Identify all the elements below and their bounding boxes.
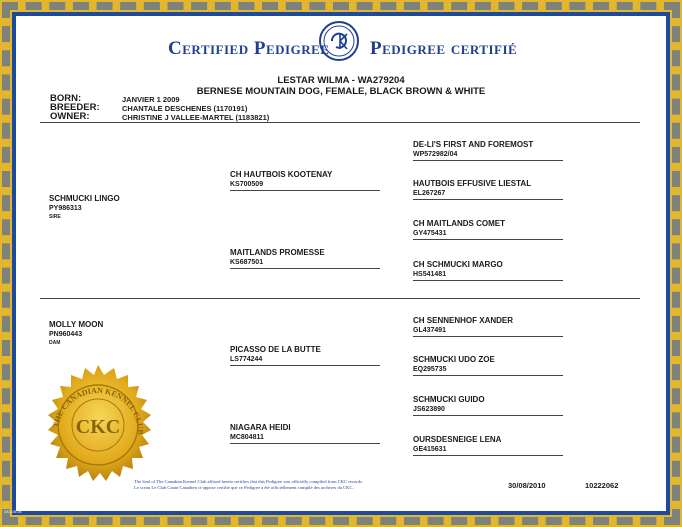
grandparent-reg: KS687501 — [230, 259, 264, 266]
grandparent — [230, 423, 380, 444]
sire-role: SIRE — [49, 214, 61, 220]
breeder-label: BREEDER: — [50, 102, 100, 113]
great-grandparent — [413, 435, 563, 456]
subject-description: BERNESE MOUNTAIN DOG, FEMALE, BLACK BROWN & WHITE — [196, 86, 486, 97]
great-grandparent — [413, 179, 563, 200]
title-english: Certified Pedigree — [168, 38, 330, 59]
subject-name: LESTAR WILMA - WA279204 — [277, 75, 405, 86]
great-grandparent-name: CH SENNENHOF XANDER — [413, 316, 514, 325]
title-french: Pedigree certifié — [370, 38, 518, 59]
divider-middle — [40, 298, 640, 299]
dam-name: MOLLY MOON — [49, 320, 104, 329]
dam-reg: PN960443 — [49, 331, 83, 338]
certificate-content — [4, 18, 664, 514]
divider-top — [40, 122, 640, 123]
great-grandparent-name: CH MAITLANDS COMET — [413, 219, 505, 228]
grandparent-name: NIAGARA HEIDI — [230, 423, 291, 432]
great-grandparent-name: HAUTBOIS EFFUSIVE LIESTAL — [413, 179, 532, 188]
grandparent-name: MAITLANDS PROMESSE — [230, 248, 325, 257]
dam — [49, 320, 103, 346]
seal-monogram: CKC — [75, 416, 121, 438]
great-grandparent-reg: JS623890 — [413, 406, 445, 413]
issue-date: 30/08/2010 — [508, 481, 546, 490]
great-grandparent-reg: HS541481 — [413, 271, 447, 278]
grandparent — [230, 248, 380, 269]
great-grandparent-reg: WP572982/04 — [413, 151, 458, 158]
grandparent-reg: LS774244 — [230, 356, 263, 363]
certification-statement — [134, 479, 414, 491]
sire — [49, 194, 120, 220]
grandparent-name: PICASSO DE LA BUTTE — [230, 345, 321, 354]
great-grandparent-name: SCHMUCKI UDO ZOE — [413, 355, 495, 364]
great-grandparent-name: DE-LI'S FIRST AND FOREMOST — [413, 140, 534, 149]
great-grandparent — [413, 219, 563, 240]
great-grandparent-name: SCHMUCKI GUIDO — [413, 395, 485, 404]
seal-text: THE CANADIAN KENNEL CLUB — [51, 385, 146, 435]
grandparent-reg: MC804811 — [230, 434, 264, 441]
certificate-number: 10222062 — [585, 481, 619, 490]
dam-role: DAM — [49, 340, 61, 346]
great-grandparent-name: OURSDESNEIGE LENA — [413, 435, 502, 444]
statement-french: Le sceau Le Club Canin Canadien ci-appose certifie que ce Pedigree a été officiellement compilé des archives du CKC. — [134, 485, 354, 490]
great-grandparent — [413, 355, 563, 376]
statement-english: The Seal of The Canadian Kennel Club affixed hereto certifies that this Pedigree was officially compiled from CKC records. — [134, 479, 363, 484]
owner-label: OWNER: — [50, 111, 90, 122]
great-grandparent-reg: GE415631 — [413, 446, 447, 453]
great-grandparent-reg: GY475431 — [413, 230, 447, 237]
great-grandparent — [413, 260, 563, 281]
grandparent-reg: KS700509 — [230, 181, 264, 188]
form-code: CKC-06-08 — [4, 510, 22, 514]
great-grandparent — [413, 316, 563, 337]
grandparent — [230, 170, 380, 191]
grandparent — [230, 345, 380, 366]
sire-reg: PY986313 — [49, 205, 82, 212]
great-grandparent — [413, 395, 563, 416]
owner-value: CHRISTINE J VALLEE-MARTEL (1183821) — [122, 113, 270, 122]
born-value: JANVIER 1 2009 — [122, 95, 180, 104]
great-grandparent-reg: EQ295735 — [413, 366, 447, 373]
ckc-crest-icon — [318, 20, 360, 62]
great-grandparent-name: CH SCHMUCKI MARGO — [413, 260, 503, 269]
grandparent-name: CH HAUTBOIS KOOTENAY — [230, 170, 333, 179]
born-label: BORN: — [50, 93, 82, 104]
sire-name: SCHMUCKI LINGO — [49, 194, 120, 203]
great-grandparent-reg: GL437491 — [413, 327, 447, 334]
great-grandparent-reg: EL267267 — [413, 190, 446, 197]
great-grandparent — [413, 140, 563, 161]
breeder-value: CHANTALE DESCHENES (1170191) — [122, 104, 248, 113]
